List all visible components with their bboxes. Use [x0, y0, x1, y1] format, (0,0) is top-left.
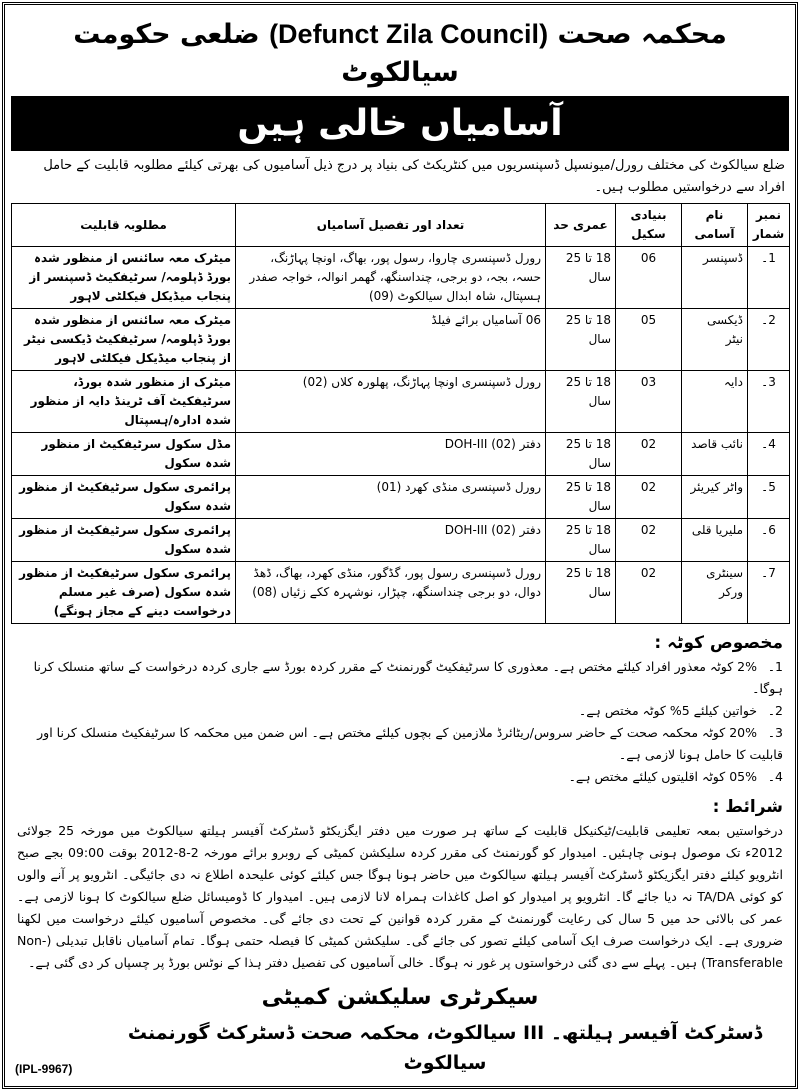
- title-government: ضلعی حکومت سیالکوٹ: [73, 19, 459, 88]
- signatory-office: ڈسٹرکٹ آفیسر ہیلتھ۔ III سیالکوٹ، محکمہ صحت ڈسٹرکٹ گورنمنٹ سیالکوٹ: [127, 1022, 763, 1074]
- cell-qualification: پرائمری سکول سرٹیفکیٹ از منظور شدہ سکول: [12, 519, 236, 562]
- table-row: [12, 519, 790, 562]
- cell-detail: رورل ڈسپنسری چاروا، رسول پور، بھاگ، اونچا پہاڑنگ، حسہ، بجہ، دو برجی، چنداسنگھ، گھمر انوالہ، خواجہ صفدر ہسپتال، شاہ ابدال سیالکوٹ (09): [236, 247, 546, 309]
- quota-text: خواتین کیلئے 5% کوٹہ مختص ہے۔: [578, 703, 757, 718]
- cell-scale: 05: [616, 309, 682, 371]
- cell-age: 18 تا 25 سال: [546, 247, 616, 309]
- cell-age: 18 تا 25 سال: [546, 476, 616, 519]
- cell-scale: 02: [616, 562, 682, 624]
- quota-text: 2% کوٹہ معذور افراد کیلئے مختص ہے۔ معذوری کا سرٹیفکیٹ گورنمنٹ کے مقرر کردہ بورڈ سے جاری کردہ درخواست کے ساتھ منسلک کرنا ہوگا۔: [33, 659, 783, 696]
- quota-text: 20% کوٹہ محکمہ صحت کے حاضر سروس/ریٹائرڈ ملازمین کے بچوں کیلئے مختص ہے۔ اس ضمن میں محکمہ کا سرٹیفکیٹ منسلک کرنا اور قابلیت کا حامل ہونا لازمی ہے۔: [37, 725, 783, 762]
- quota-heading: مخصوص کوٹہ :: [654, 633, 783, 653]
- quota-item: [17, 766, 783, 788]
- header-age: عمری حد: [546, 204, 616, 247]
- signatory-title: سیکرٹری سلیکشن کمیٹی: [261, 985, 539, 1010]
- quota-number: 4۔: [767, 769, 783, 784]
- quota-number: 1۔: [767, 659, 783, 674]
- table-header-row: [12, 204, 790, 247]
- cell-qualification: میٹرک معہ سائنس از منظور شدہ بورڈ ڈپلومہ/ سرٹیفکیٹ ڈسپنسر از پنجاب میڈیکل فیکلٹی لاہور: [12, 247, 236, 309]
- title-english: (Defunct Zila Council): [269, 19, 549, 49]
- cell-age: 18 تا 25 سال: [546, 433, 616, 476]
- cell-qualification: مڈل سکول سرٹیفکیٹ از منظور شدہ سکول: [12, 433, 236, 476]
- cell-serial: 4۔: [748, 433, 790, 476]
- ad-border: [2, 2, 798, 1089]
- cell-post: ڈسپنسر: [682, 247, 748, 309]
- cell-detail: دفتر DOH-III (02): [236, 519, 546, 562]
- cell-post: سینٹری ورکر: [682, 562, 748, 624]
- cell-detail: رورل ڈسپنسری رسول پور، گڈگور، منڈی کھرد، بھاگ، ڈھڈ دوال، دو برجی چنداسنگھ، چپڑار، نوشہرہ ککے زئیاں (08): [236, 562, 546, 624]
- cell-scale: 02: [616, 519, 682, 562]
- cell-age: 18 تا 25 سال: [546, 371, 616, 433]
- cell-detail: 06 آسامیاں برائے فیلڈ: [236, 309, 546, 371]
- cell-detail: رورل ڈسپنسری اونچا پہاڑنگ، پھلورہ کلاں (02): [236, 371, 546, 433]
- cell-age: 18 تا 25 سال: [546, 309, 616, 371]
- cell-qualification: میٹرک معہ سائنس از منظور شدہ بورڈ ڈپلومہ/ سرٹیفکیٹ ڈیکسی نیٹر از پنجاب میڈیکل فیکلٹی لاہور: [12, 309, 236, 371]
- quota-item: [17, 722, 783, 766]
- cell-post: ملیریا قلی: [682, 519, 748, 562]
- cell-serial: 7۔: [748, 562, 790, 624]
- cell-serial: 6۔: [748, 519, 790, 562]
- header-serial: نمبر شمار: [748, 204, 790, 247]
- table-row: [12, 247, 790, 309]
- cell-qualification: پرائمری سکول سرٹیفکیٹ از منظور شدہ سکول: [12, 476, 236, 519]
- cell-age: 18 تا 25 سال: [546, 519, 616, 562]
- quota-item: [17, 700, 783, 722]
- cell-detail: رورل ڈسپنسری منڈی کھرد (01): [236, 476, 546, 519]
- cell-post: دایہ: [682, 371, 748, 433]
- cell-scale: 03: [616, 371, 682, 433]
- cell-qualification: میٹرک از منظور شدہ بورڈ، سرٹیفکیٹ آف ٹرینڈ دایہ از منظور شدہ ادارہ/ہسپتال: [12, 371, 236, 433]
- vacancies-banner: آسامیاں خالی ہیں: [11, 96, 789, 151]
- intro-text: ضلع سیالکوٹ کی مختلف رورل/میونسپل ڈسپنسریوں میں کنٹریکٹ کی بنیاد پر درج ذیل آسامیوں کی بھرتی کیلئے مطلوبہ قابلیت کے حامل افراد سے درخواستیں مطلوب ہیں۔: [43, 158, 785, 195]
- cell-scale: 02: [616, 433, 682, 476]
- cell-post: نائب قاصد: [682, 433, 748, 476]
- table-row: [12, 371, 790, 433]
- cell-post: ڈیکسی نیٹر: [682, 309, 748, 371]
- table-row: [12, 309, 790, 371]
- cell-serial: 2۔: [748, 309, 790, 371]
- cell-detail: دفتر DOH-III (02): [236, 433, 546, 476]
- cell-age: 18 تا 25 سال: [546, 562, 616, 624]
- quota-list: [11, 656, 789, 788]
- header-detail: تعداد اور تفصیل آسامیاں: [236, 204, 546, 247]
- quota-number: 3۔: [767, 725, 783, 740]
- table-row: [12, 476, 790, 519]
- cell-serial: 5۔: [748, 476, 790, 519]
- cell-scale: 06: [616, 247, 682, 309]
- vacancies-table: [11, 203, 790, 624]
- cell-scale: 02: [616, 476, 682, 519]
- header-qualification: مطلوبہ قابلیت: [12, 204, 236, 247]
- quota-number: 2۔: [767, 703, 783, 718]
- cell-qualification: پرائمری سکول سرٹیفکیٹ از منظور شدہ سکول (صرف غیر مسلم درخواست دینے کے مجاز ہونگے): [12, 562, 236, 624]
- quota-text: 05% کوٹہ اقلیتوں کیلئے مختص ہے۔: [568, 769, 757, 784]
- cell-serial: 3۔: [748, 371, 790, 433]
- quota-item: [17, 656, 783, 700]
- header-scale: بنیادی سکیل: [616, 204, 682, 247]
- page-title: [11, 15, 789, 92]
- conditions-heading: شرائط :: [712, 797, 783, 817]
- footer: [11, 1018, 789, 1078]
- title-department: محکمہ صحت: [557, 19, 727, 50]
- table-row: [12, 433, 790, 476]
- cell-serial: 1۔: [748, 247, 790, 309]
- table-row: [12, 562, 790, 624]
- cell-post: واٹر کیریئر: [682, 476, 748, 519]
- table-body: [12, 247, 790, 624]
- conditions-text: درخواستیں بمعہ تعلیمی قابلیت/ٹیکنیکل قابلیت کے ساتھ ہر صورت میں دفتر ایگزیکٹو ڈسٹرکٹ آفیسر ہیلتھ سیالکوٹ میں مورخہ 25 جولائی 2012ء تک موصول ہونی چاہئیں۔ امیدوار کو گورنمنٹ کی مقرر کردہ سلیکشن کمیٹی کے روبرو برائے مورخہ 2-8-2012 بوقت 09:00 بجے صبح انٹرویو کیلئے دفتر ایگزیکٹو ڈسٹرکٹ آفیسر ہیلتھ سیالکوٹ میں حاضر ہونا ہوگا جس کیلئے کوئی علیحدہ اطلاع نہ دی جائیگی۔ انٹرویو پر آنے والوں کو کوئی TA/DA نہ دیا جائے گا۔ انٹرویو پر امیدوار کو اصل کاغذات ہمراہ لانا لازمی ہیں۔ امیدوار کا ڈومیسائل ضلع سیالکوٹ کا ہونا لازمی ہے۔ عمر کی بالائی حد میں 5 سال کی رعایت گورنمنٹ کے مقرر کردہ قوانین کے تحت دی جائے گی۔ مخصوص آسامیوں کیلئے درخواست میں لکھنا ضروری ہے۔ ایک درخواست صرف ایک آسامی کیلئے تصور کی جائے گی۔ سلیکشن کمیٹی کا فیصلہ حتمی ہوگا۔ تمام آسامیاں ناقابل تبدیلی (Non-Transferable) ہیں۔ پہلے سے دی گئی درخواستوں پر غور نہ ہوگا۔ خالی آسامیوں کی تفصیل دفتر ہذا کے نوٹس بورڈ پر چسپاں کر دی گئی ہے۔: [17, 823, 784, 970]
- header-post: نام آسامی: [682, 204, 748, 247]
- ad-reference: (IPL-9967): [15, 1062, 73, 1076]
